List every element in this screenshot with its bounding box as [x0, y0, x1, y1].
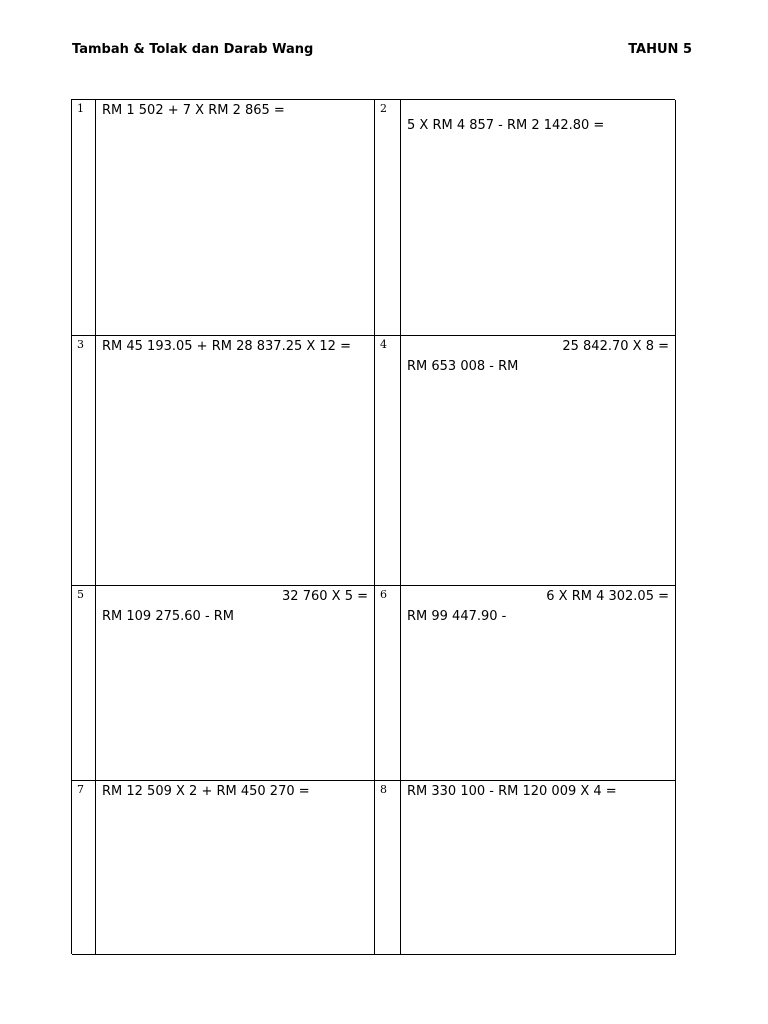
question-number: 2	[375, 100, 401, 336]
question-text: 25 842.70 X 8 =	[562, 339, 669, 354]
question-number: 3	[72, 336, 96, 586]
question-text: 6 X RM 4 302.05 =	[546, 589, 669, 604]
question-cell-8[interactable]	[401, 781, 676, 955]
question-number: 8	[375, 781, 401, 955]
question-text: RM 330 100 - RM 120 009 X 4 =	[407, 784, 617, 799]
question-number: 6	[375, 586, 401, 781]
question-text: 5 X RM 4 857 - RM 2 142.80 =	[407, 118, 605, 133]
question-cell-4[interactable]	[401, 336, 676, 586]
question-text: 32 760 X 5 =	[282, 589, 368, 604]
page-header	[72, 42, 692, 62]
question-cell-3[interactable]	[96, 336, 375, 586]
question-number: 1	[72, 100, 96, 336]
worksheet-title: Tambah & Tolak dan Darab Wang	[72, 42, 314, 57]
question-text-continued: RM 653 008 - RM	[407, 359, 519, 374]
question-text: RM 1 502 + 7 X RM 2 865 =	[102, 103, 285, 118]
question-number: 7	[72, 781, 96, 955]
question-cell-2[interactable]	[401, 100, 676, 336]
question-text: RM 45 193.05 + RM 28 837.25 X 12 =	[102, 339, 351, 354]
question-cell-7[interactable]	[96, 781, 375, 955]
question-cell-6[interactable]	[401, 586, 676, 781]
worksheet-grid	[71, 99, 675, 954]
question-text-continued: RM 99 447.90 -	[407, 609, 507, 624]
year-label: TAHUN 5	[628, 42, 692, 57]
question-text: RM 12 509 X 2 + RM 450 270 =	[102, 784, 310, 799]
question-cell-1[interactable]	[96, 100, 375, 336]
question-text-continued: RM 109 275.60 - RM	[102, 609, 235, 624]
question-number: 4	[375, 336, 401, 586]
question-cell-5[interactable]	[96, 586, 375, 781]
question-number: 5	[72, 586, 96, 781]
